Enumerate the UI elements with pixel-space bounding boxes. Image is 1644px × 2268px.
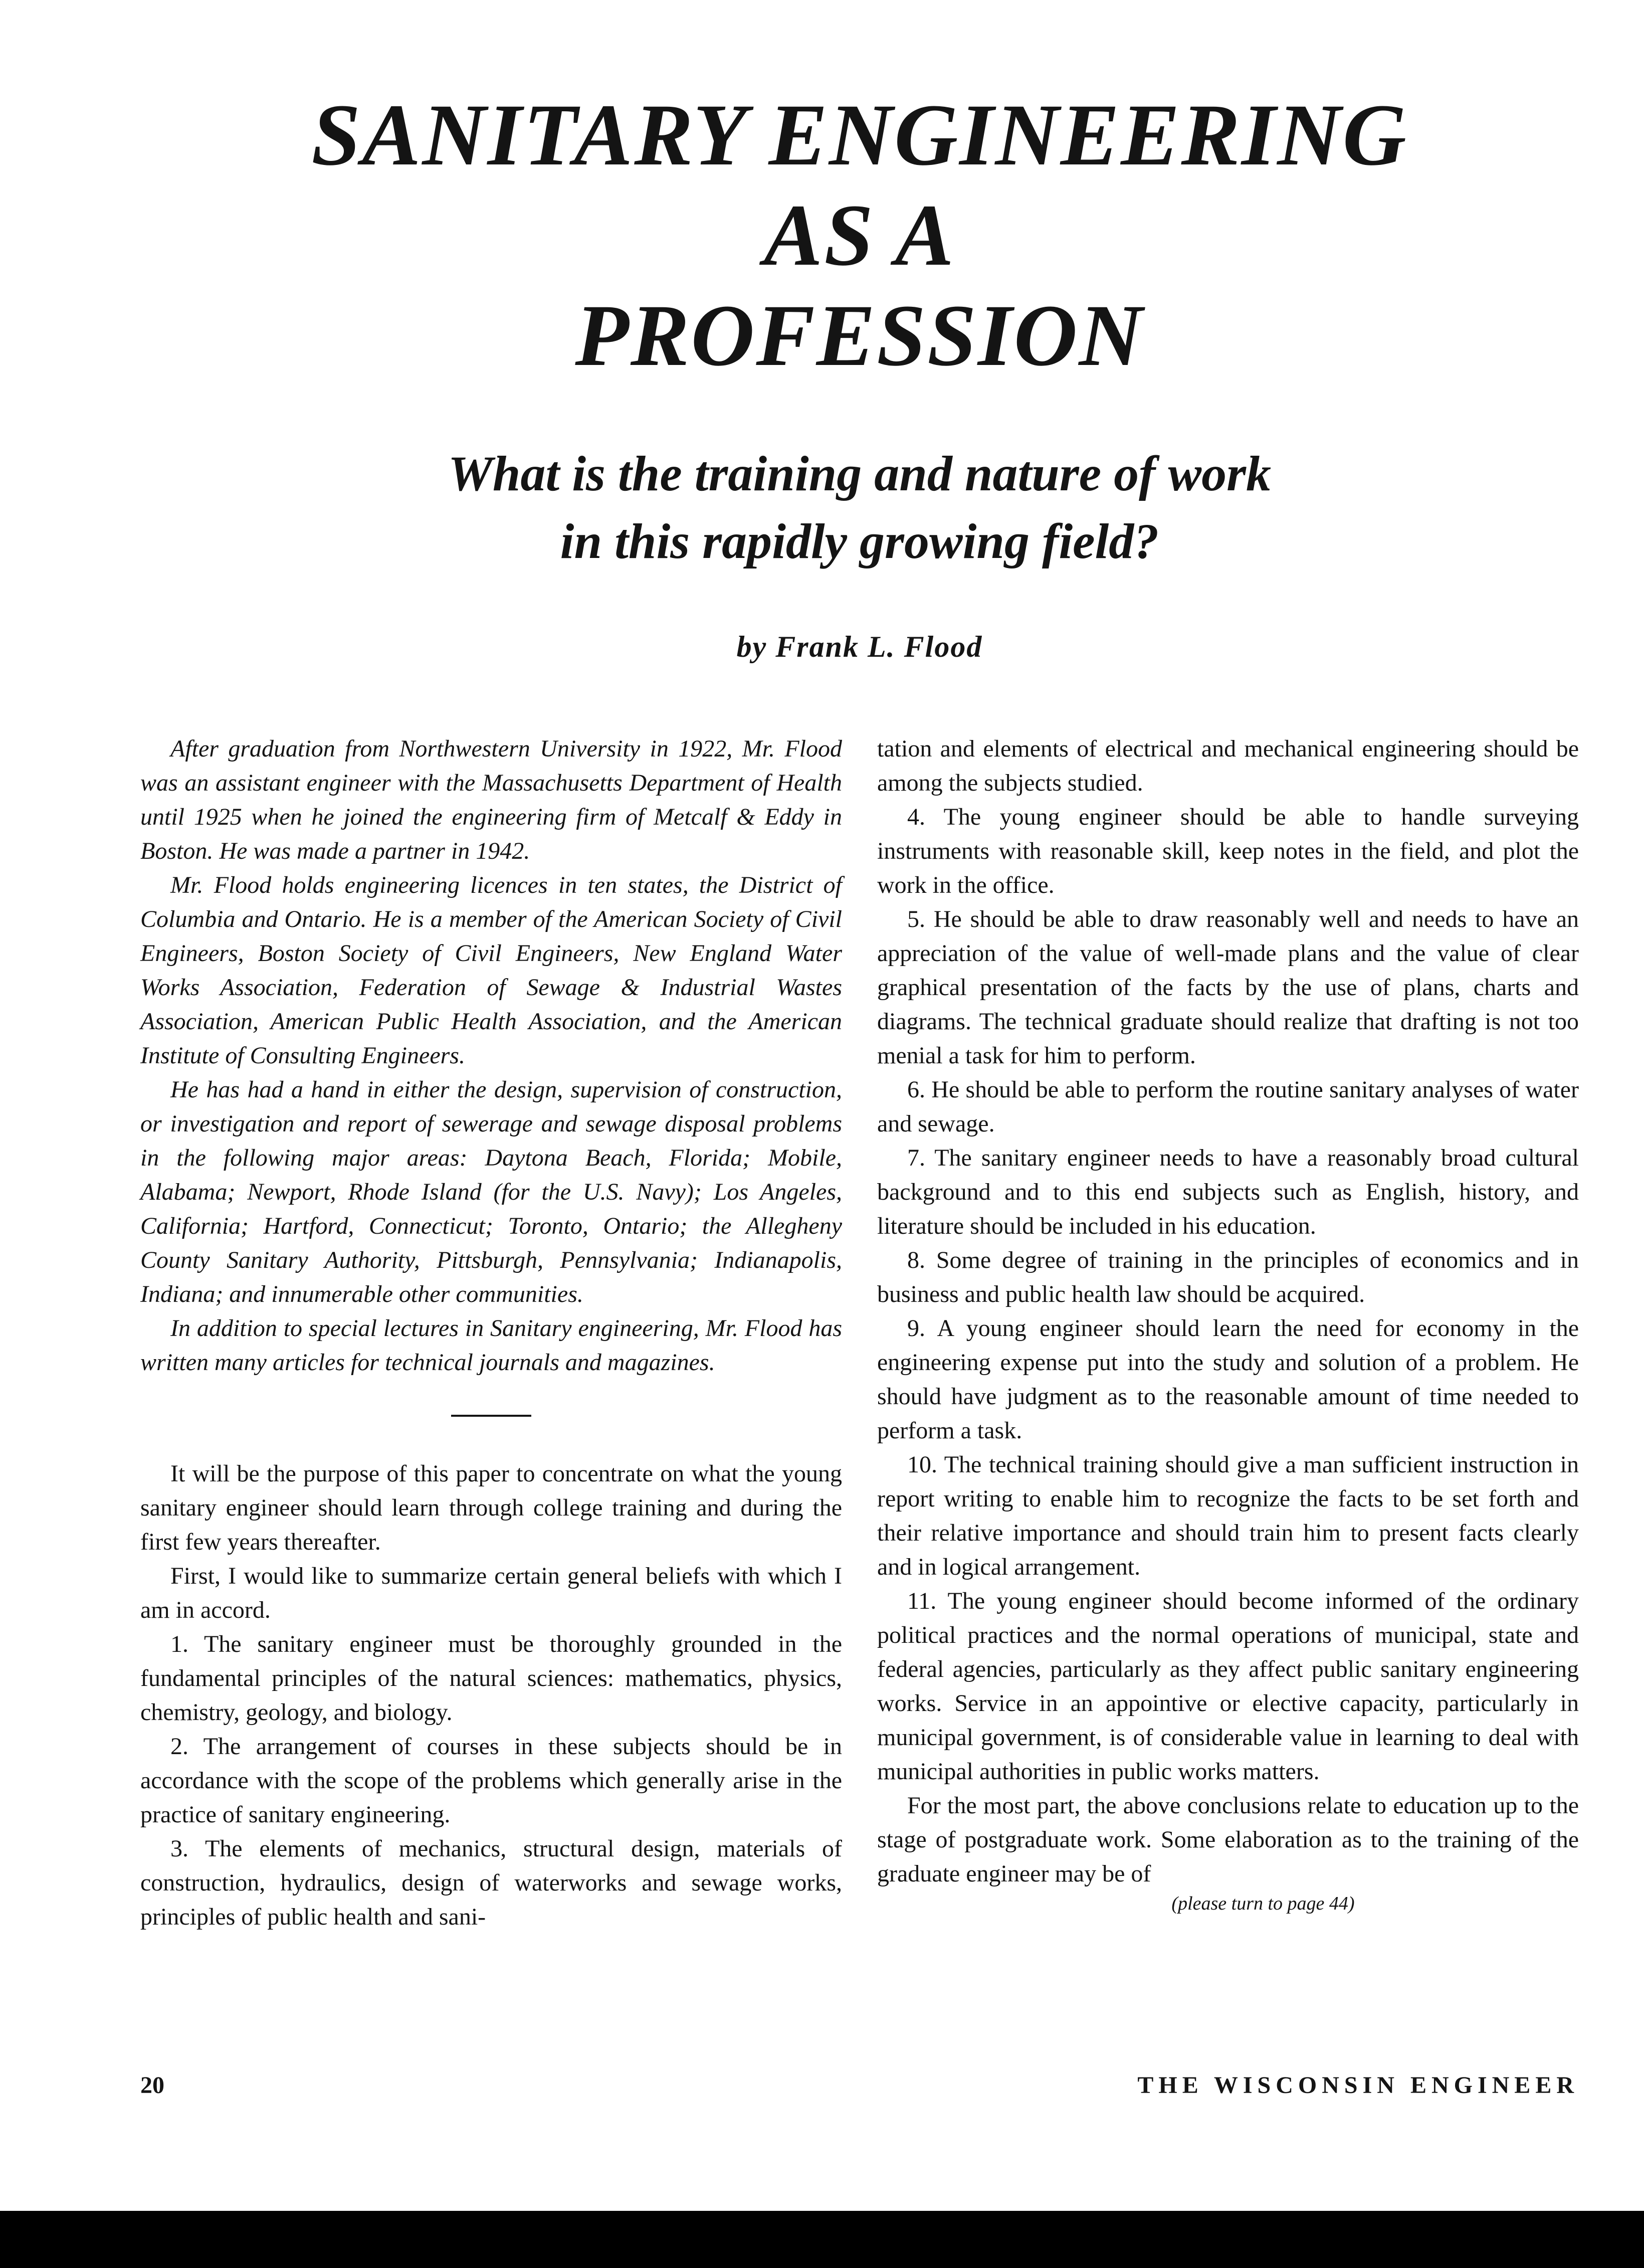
page-number: 20 bbox=[140, 2072, 164, 2099]
author-bio-paragraph: He has had a hand in either the design, supervision of construction, or investigation and report of sewerage and sewage disposal problems in the following major areas: Daytona Beach, Florida; Mobile, Alabama; Newport, Rhode Island (for the U.S. Navy); Los Angeles, California; Hartford, Connecticut; Toronto, Ontario; the Allegheny County Sanitary Authority, Pittsburgh, Pennsylvania; Indianapolis, Indiana; and innumerable other communities. bbox=[140, 1076, 842, 1307]
body-paragraph: 3. The elements of mechanics, structural design, materials of construction, hydraulics, design of waterworks and sewage works, principles of public health and sani- bbox=[140, 1835, 842, 1930]
body-paragraph: 9. A young engineer should learn the need for economy in the engineering expense put into the study and solution of a problem. He should have judgment as to the reasonable amount of time needed to perform a task. bbox=[877, 1315, 1579, 1444]
article-subtitle-line-1: What is the training and nature of work bbox=[448, 446, 1272, 501]
section-divider bbox=[451, 1415, 531, 1417]
article-subtitle-line-2: in this rapidly growing field? bbox=[560, 513, 1159, 569]
article-title-line-2: AS A bbox=[763, 186, 956, 284]
body-paragraph: 2. The arrangement of courses in these subjects should be in accordance with the scope of the problems which generally arise in the practice of sanitary engineering. bbox=[140, 1733, 842, 1828]
body-paragraph: 5. He should be able to draw reasonably well and needs to have an appreciation of the value of well-made plans and the value of clear graphical presentation of the facts by the use of plans, charts and diagrams. The technical graduate should realize that drafting is not too menial a task for him to perform. bbox=[877, 906, 1579, 1069]
article-title-line-3: PROFESSION bbox=[575, 287, 1144, 385]
author-bio-paragraph: In addition to special lectures in Sanitary engineering, Mr. Flood has written many articles for technical journals and magazines. bbox=[140, 1315, 842, 1376]
body-paragraph: First, I would like to summarize certain general beliefs with which I am in accord. bbox=[140, 1563, 842, 1623]
body-paragraph: 11. The young engineer should become informed of the ordinary political practices and the normal operations of municipal, state and federal agencies, particularly as they affect public sanitary engineering works. Service in an appointive or elective capacity, particularly in municipal government, is of considerable value in learning to deal with municipal authorities in public works matters. bbox=[877, 1588, 1579, 1785]
body-paragraph: 1. The sanitary engineer must be thoroughly grounded in the fundamental principles of the natural sciences: mathematics, physics, chemistry, geology, and biology. bbox=[140, 1631, 842, 1726]
author-bio-paragraph: After graduation from Northwestern University in 1922, Mr. Flood was an assistant engineer with the Massachusetts Department of Health until 1925 when he joined the engineering firm of Metcalf & Eddy in Boston. He was made a partner in 1942. bbox=[140, 735, 842, 864]
body-paragraph: It will be the purpose of this paper to concentrate on what the young sanitary engineer should learn through college training and during the first few years thereafter. bbox=[140, 1460, 842, 1555]
article-title-line-1: SANITARY ENGINEERING bbox=[311, 86, 1408, 184]
right-column bbox=[877, 732, 1579, 1916]
body-paragraph: 7. The sanitary engineer needs to have a reasonably broad cultural background and to this end subjects such as English, history, and literature should be included in his education. bbox=[877, 1145, 1579, 1239]
body-paragraph: tation and elements of electrical and mechanical engineering should be among the subjects studied. bbox=[877, 735, 1579, 796]
body-paragraph: 10. The technical training should give a man sufficient instruction in report writing to enable him to recognize the facts to be set forth and their relative importance and should train him to present facts clearly and in logical arrangement. bbox=[877, 1451, 1579, 1580]
scan-edge-band bbox=[0, 2211, 1644, 2268]
body-paragraph: 6. He should be able to perform the routine sanitary analyses of water and sewage. bbox=[877, 1076, 1579, 1137]
body-paragraph: 8. Some degree of training in the principles of economics and in business and public health law should be acquired. bbox=[877, 1247, 1579, 1307]
author-byline: by Frank L. Flood bbox=[736, 630, 983, 663]
body-paragraph: 4. The young engineer should be able to handle surveying instruments with reasonable skill, keep notes in the field, and plot the work in the office. bbox=[877, 804, 1579, 898]
body-paragraph: For the most part, the above conclusions relate to education up to the stage of postgraduate work. Some elaboration as to the training of the graduate engineer may be of bbox=[877, 1792, 1579, 1887]
continued-note: (please turn to page 44) bbox=[1171, 1893, 1355, 1914]
running-head: THE WISCONSIN ENGINEER bbox=[1137, 2072, 1579, 2099]
left-column bbox=[140, 732, 842, 1934]
author-bio-paragraph: Mr. Flood holds engineering licences in ten states, the District of Columbia and Ontario. He is a member of the American Society of Civil Engineers, Boston Society of Civil Engineers, New England Water Works Association, Federation of Sewage & Industrial Wastes Association, American Public Health Association, and the American Institute of Consulting Engineers. bbox=[140, 872, 842, 1069]
